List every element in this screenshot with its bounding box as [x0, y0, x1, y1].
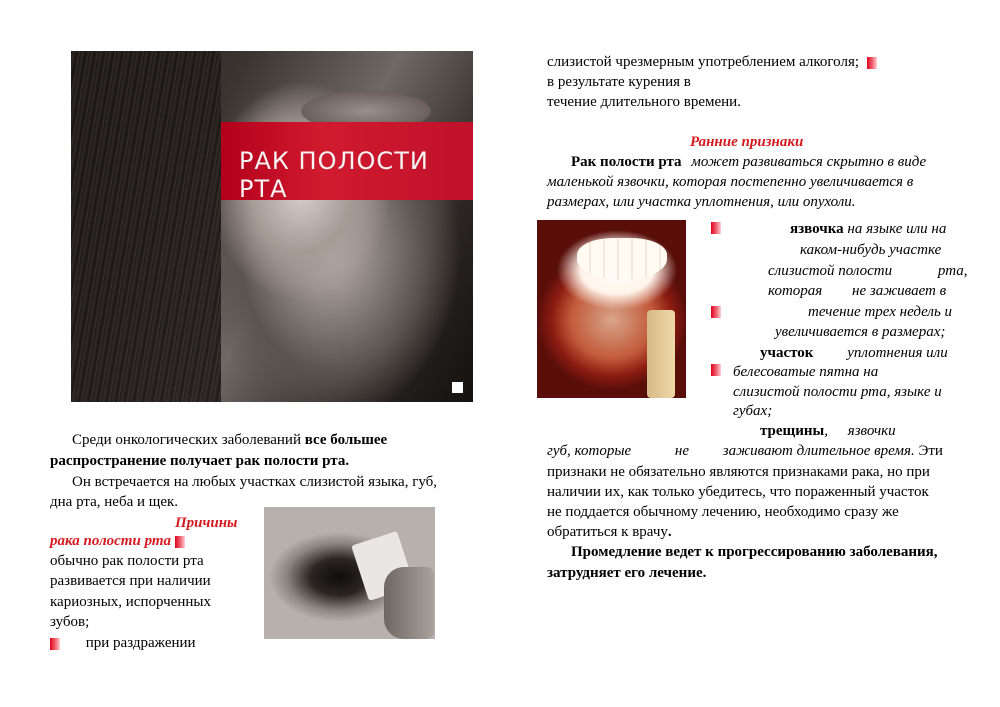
causes-heading-1: Причины	[175, 515, 238, 531]
causes-heading-2: рака полости рта	[50, 533, 172, 549]
cover-title: РАК ПОЛОСТИ РТА	[239, 147, 429, 203]
early-p1-bold: Рак полости рта	[571, 154, 682, 170]
early-p1-line-3: размерах, или участка уплотнения, или опухоли.	[547, 194, 856, 210]
teeth-shape	[577, 238, 667, 280]
note-line-1: признаки не обязательно являются признаками рака, но при	[547, 464, 930, 480]
cont-line-3: течение длительного времени.	[547, 94, 741, 110]
finger-shape	[384, 567, 434, 639]
final-line-1: Промедление ведет к прогрессированию заболевания,	[571, 544, 938, 560]
sign1-line-6: увеличивается в размерах;	[775, 324, 946, 340]
note-l4a: обратиться к врачу	[547, 524, 668, 540]
intro-line-4: дна рта, неба и щек.	[50, 494, 179, 510]
spatula-shape	[647, 310, 675, 398]
intro-line-3: Он встречается на любых участках слизистой языка, губ,	[72, 474, 438, 490]
causes-line-1: обычно рак полости рта	[50, 553, 204, 569]
final-line-2: затрудняет его лечение.	[547, 565, 707, 581]
sign1-l3b: рта,	[937, 263, 968, 279]
bullet-icon	[711, 306, 721, 318]
bullet-icon	[50, 638, 60, 650]
hair-shading	[71, 51, 221, 402]
note-line-2: наличии их, как только убедитесь, что пораженный участок	[547, 484, 929, 500]
sign1-line-2: каком-нибудь участке	[800, 242, 942, 258]
causes-line-3: кариозных, испорченных	[50, 594, 211, 610]
intro-line-1	[72, 430, 387, 450]
causes-heading-2-row	[50, 531, 185, 551]
sign1-bold: язвочка	[790, 221, 844, 237]
sign1-line-3	[768, 261, 967, 281]
sign3-l2b: не	[674, 443, 690, 459]
cont-line-2: в результате курения в	[547, 74, 691, 90]
bullet-icon	[175, 536, 185, 548]
bullet-icon	[711, 222, 721, 234]
sign2-line-3: слизистой полости рта, языке и	[733, 384, 942, 400]
sign1-l4a: которая	[768, 283, 823, 299]
corner-square-icon	[452, 382, 463, 393]
intro-bold: все большее	[304, 432, 388, 448]
cont-line-1: слизистой чрезмерным употреблением алкоголя;	[547, 54, 860, 70]
mouth-exam-photo	[537, 220, 686, 398]
note-line-3: не поддается обычному лечению, необходимо сразу же	[547, 504, 899, 520]
sign3-l2d: Эти	[914, 443, 943, 459]
sign2-line-2: белесоватые пятна на	[733, 364, 879, 380]
sign1-l4b: не заживает в	[852, 283, 947, 299]
sign3-text: язвочки	[847, 423, 896, 439]
sign3-bold: трещины	[760, 423, 825, 439]
sign1-line-4	[768, 281, 946, 301]
bullet-icon	[867, 57, 877, 69]
causes-line-2: развивается при наличии	[50, 573, 211, 589]
causes-line-5: при раздражении	[85, 635, 196, 651]
causes-line-5-row	[50, 633, 196, 653]
sign3-line-2	[547, 441, 943, 461]
sign1-l3a: слизистой полости	[768, 263, 893, 279]
sign1-text: на языке или на	[847, 221, 947, 237]
cover-photo	[71, 51, 473, 402]
sign3-l2c: заживают длительное время.	[722, 443, 915, 459]
early-p1-line-2: маленькой язвочки, которая постепенно увеличивается в	[547, 174, 914, 190]
note-line-4	[547, 522, 672, 542]
causes-line-4: зубов;	[50, 614, 90, 630]
intro-line-2: распространение получает рак полости рта.	[50, 453, 350, 469]
sign3-l2a: губ, которые	[547, 443, 632, 459]
sign1-line-1	[790, 219, 946, 239]
sign2-bold: участок	[760, 345, 814, 361]
early-heading: Ранние признаки	[690, 134, 804, 150]
sign3-line-1	[760, 421, 896, 441]
sign2-line-4: губах;	[733, 403, 773, 419]
cont-line-1-row	[547, 52, 877, 72]
note-l4b: .	[667, 524, 672, 540]
mouth-tissue-photo	[264, 507, 435, 639]
cover-title-band	[221, 122, 473, 203]
sign2-text: уплотнения или	[847, 345, 948, 361]
early-p1-line-1	[571, 152, 926, 172]
intro-text: Среди онкологических заболеваний	[72, 432, 305, 448]
sign3-comma: ,	[824, 423, 828, 439]
sign1-line-5: течение трех недель и	[808, 304, 953, 320]
sign2-line-1	[760, 343, 948, 363]
early-p1-text: может развиваться скрытно в виде	[691, 154, 927, 170]
bullet-icon	[711, 364, 721, 376]
